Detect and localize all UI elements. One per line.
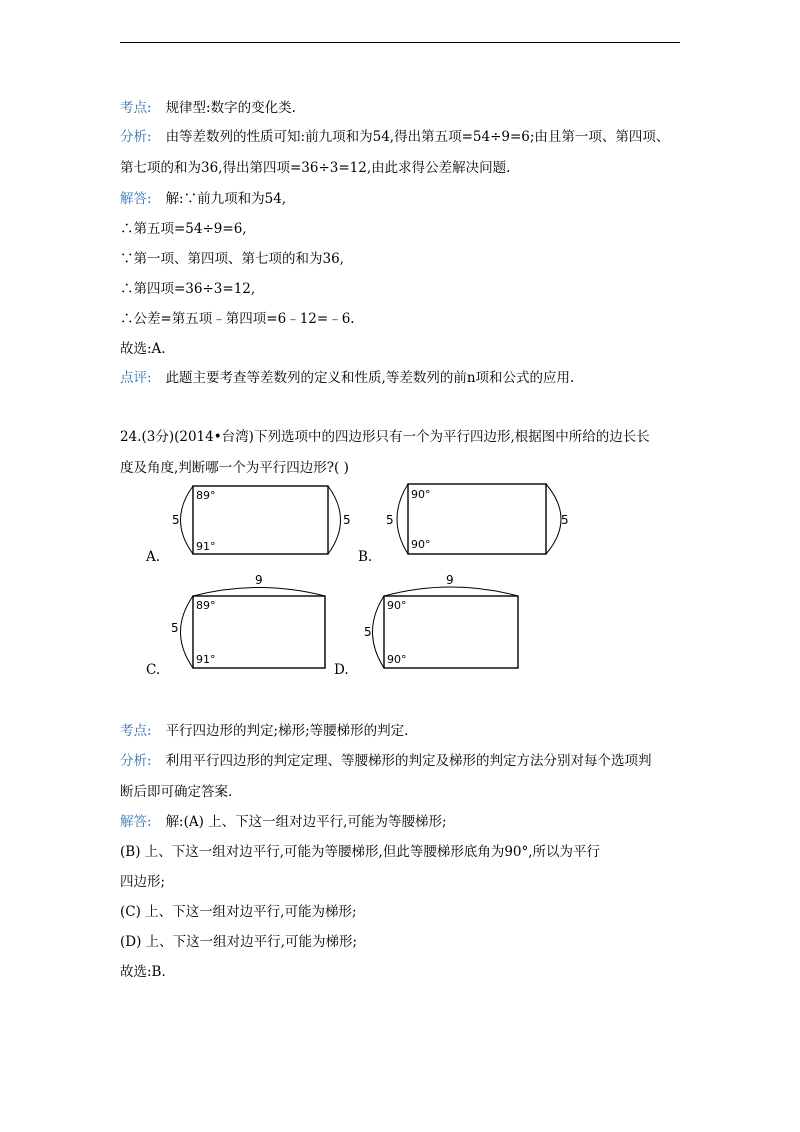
figure-c [165,572,335,672]
dianping-line [120,368,574,388]
side-right-a: 5 [343,513,351,527]
solution-step-2: ∴第五项=54÷9=6, [120,221,247,237]
side-top-c: 9 [255,573,263,587]
kaodian-text: 规律型:数字的变化类. [165,100,296,116]
angle-bottom-d: 90° [387,653,407,666]
side-right-b: 5 [561,513,569,527]
side-left-a: 5 [172,513,180,527]
side-top-d: 9 [446,573,454,587]
solution-step-4: ∴第四项=36÷3=12, [120,281,256,297]
angle-top-d: 90° [387,599,407,612]
fenxi-label: 分析: [120,129,152,145]
option-d-label: D. [334,662,349,678]
figure-b [383,480,583,560]
jieda-label-24: 解答: [120,814,152,830]
fenxi-text-24-2: 断后即可确定答案. [120,784,233,800]
angle-top-a: 89° [196,489,216,502]
answer-line: 故选:A. [120,341,166,357]
solution-c-line: (C) 上、下这一组对边平行,可能为梯形; [120,904,357,920]
jieda-line [120,189,286,209]
figure-a [165,480,355,560]
solution-step-3: ∵第一项、第四项、第七项的和为36, [120,251,344,267]
angle-bottom-c: 91° [196,653,216,666]
angle-bottom-b: 90° [411,538,431,551]
option-a-label: A. [146,549,161,565]
solution-d-line: (D) 上、下这一组对边平行,可能为梯形; [120,934,357,950]
fenxi-text-2: 第七项的和为36,得出第四项=36÷3=12,由此求得公差解决问题. [120,160,511,176]
fenxi-line [120,127,669,147]
option-b-label: B. [358,549,373,565]
solution-b-line-2: 四边形; [120,874,166,890]
fenxi-line-24 [120,751,652,771]
solution-step-5: ∴公差=第五项﹣第四项=6﹣12=﹣6. [120,311,355,327]
side-left-b: 5 [386,513,394,527]
dianping-text: 此题主要考查等差数列的定义和性质,等差数列的前n项和公式的应用. [165,370,575,386]
option-c-label: C. [146,662,161,678]
kaodian-text-24: 平行四边形的判定;梯形;等腰梯形的判定. [165,723,409,739]
side-left-d: 5 [364,625,372,639]
jieda-text-1: 解:∵前九项和为54, [165,191,287,207]
dianping-label: 点评: [120,370,152,386]
solution-b-line-1: (B) 上、下这一组对边平行,可能为等腰梯形,但此等腰梯形底角为90°,所以为平行 [120,844,601,860]
fenxi-text-1: 由等差数列的性质可知:前九项和为54,得出第五项=54÷9=6;由且第一项、第四项、 [165,129,670,145]
answer-line-24: 故选:B. [120,964,166,980]
angle-bottom-a: 91° [196,540,216,553]
fenxi-label-24: 分析: [120,753,152,769]
jieda-label: 解答: [120,191,152,207]
kaodian-label-24: 考点: [120,723,152,739]
kaodian-label: 考点: [120,100,152,116]
jieda-line-24 [120,812,447,832]
jieda-text-24-1: 解:(A) 上、下这一组对边平行,可能为等腰梯形; [165,814,447,830]
kaodian-line [120,98,296,118]
kaodian-line-24 [120,721,408,741]
figure-d [360,572,530,672]
angle-top-c: 89° [196,599,216,612]
header-rule [120,42,680,43]
fenxi-text-24-1: 利用平行四边形的判定定理、等腰梯形的判定及梯形的判定方法分别对每个选项判 [165,753,652,769]
angle-top-b: 90° [411,488,431,501]
question-24-line-1: 24.(3分)(2014•台湾)下列选项中的四边形只有一个为平行四边形,根据图中所给的边长长 [120,429,650,445]
question-24-line-2: 度及角度,判断哪一个为平行四边形?( ) [120,460,349,476]
side-left-c: 5 [171,621,179,635]
